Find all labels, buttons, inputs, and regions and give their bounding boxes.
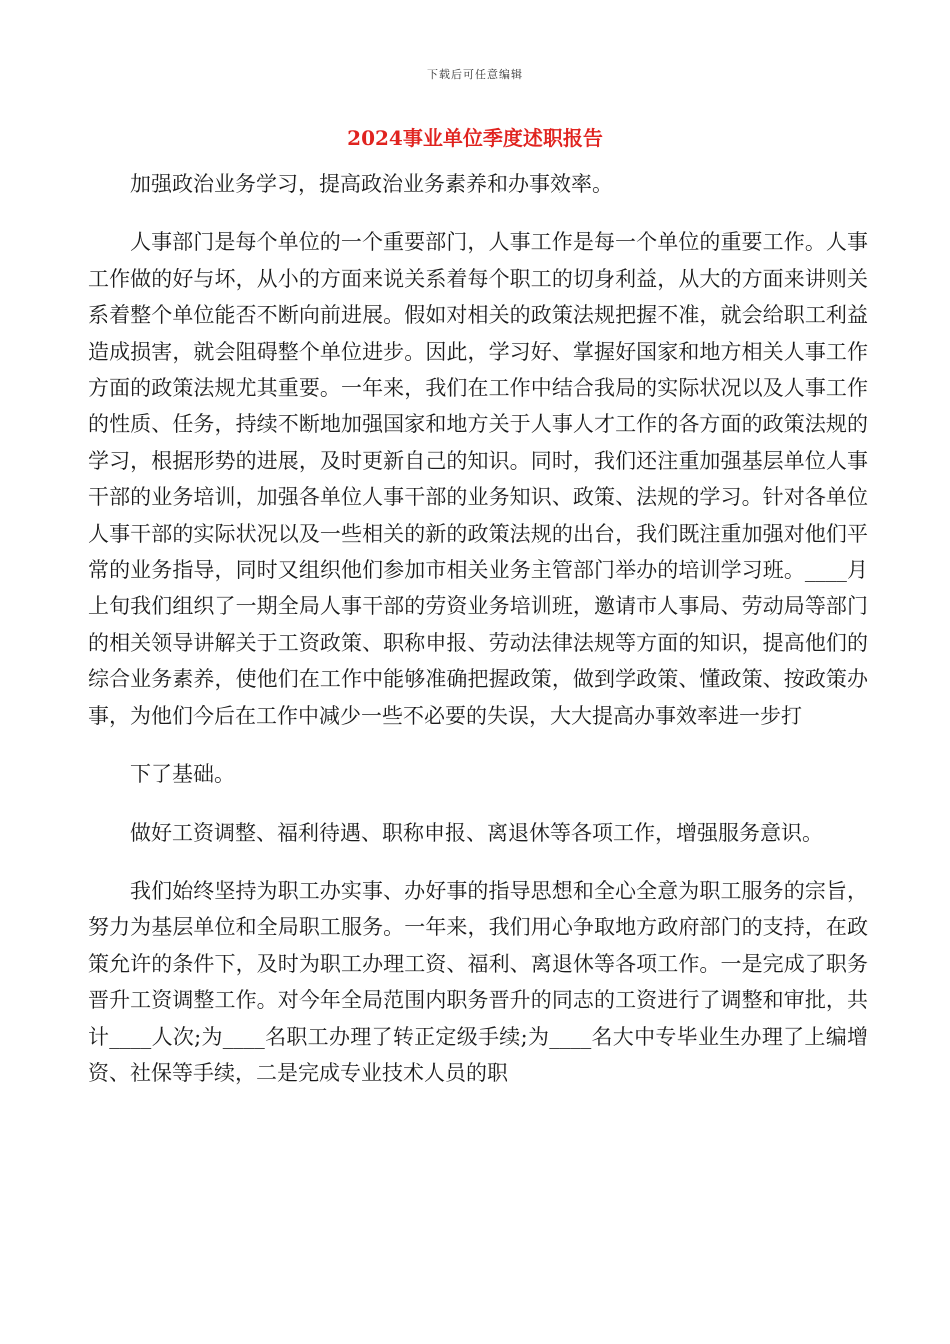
paragraph-2: 人事部门是每个单位的一个重要部门，人事工作是每一个单位的重要工作。人事工作做的好与坏，从小的方面来说关系着每个职工的切身利益，从大的方面来讲则关系着整个单位能否不断向前进展。假如对相关的政策法规把握不准，就会给职工利益造成损害，就会阻碍整个单位进步。因此，学习好、掌握好国家和地方相关人事工作方面的政策法规尤其重要。一年来，我们在工作中结合我局的实际状况以及人事工作的性质、任务，持续不断地加强国家和地方关于人事人才工作的各方面的政策法规的学习，根据形势的进展，及时更新自己的知识。同时，我们还注重加强基层单位人事干部的业务培训，加强各单位人事干部的业务知识、政策、法规的学习。针对各单位人事干部的实际状况以及一些相关的新的政策法规的出台，我们既注重加强对他们平常的业务指导，同时又组织他们参加市相关业务主管部门举办的培训学习班。____月上旬我们组织了一期全局人事干部的劳资业务培训班，邀请市人事局、劳动局等部门的相关领导讲解关于工资政策、职称申报、劳动法律法规等方面的知识，提高他们的综合业务素养，使他们在工作中能够准确把握政策，做到学政策、懂政策、按政策办事，为他们今后在工作中减少一些不必要的失误，大大提高办事效率进一步打 xyxy=(88,230,868,728)
page-header-note: 下载后可任意编辑 xyxy=(427,68,523,81)
paragraph-3: 下了基础。 xyxy=(130,762,235,787)
paragraph-4: 做好工资调整、福利待遇、职称申报、离退休等各项工作，增强服务意识。 xyxy=(130,820,823,845)
document-title: 2024事业单位季度述职报告 xyxy=(347,126,603,150)
document-body xyxy=(88,166,868,1091)
paragraph-1: 加强政治业务学习，提高政治业务素养和办事效率。 xyxy=(130,172,613,196)
paragraph-5: 我们始终坚持为职工办实事、办好事的指导思想和全心全意为职工服务的宗旨，努力为基层单位和全局职工服务。一年来，我们用心争取地方政府部门的支持，在政策允许的条件下，及时为职工办理工资、福利、离退休等各项工作。一是完成了职务晋升工资调整工作。对今年全局范围内职务晋升的同志的工资进行了调整和审批，共计____人次;为____名职工办理了转正定级手续;为____名大中专毕业生办理了上编增资、社保等手续，二是完成专业技术人员的职 xyxy=(88,878,868,1085)
